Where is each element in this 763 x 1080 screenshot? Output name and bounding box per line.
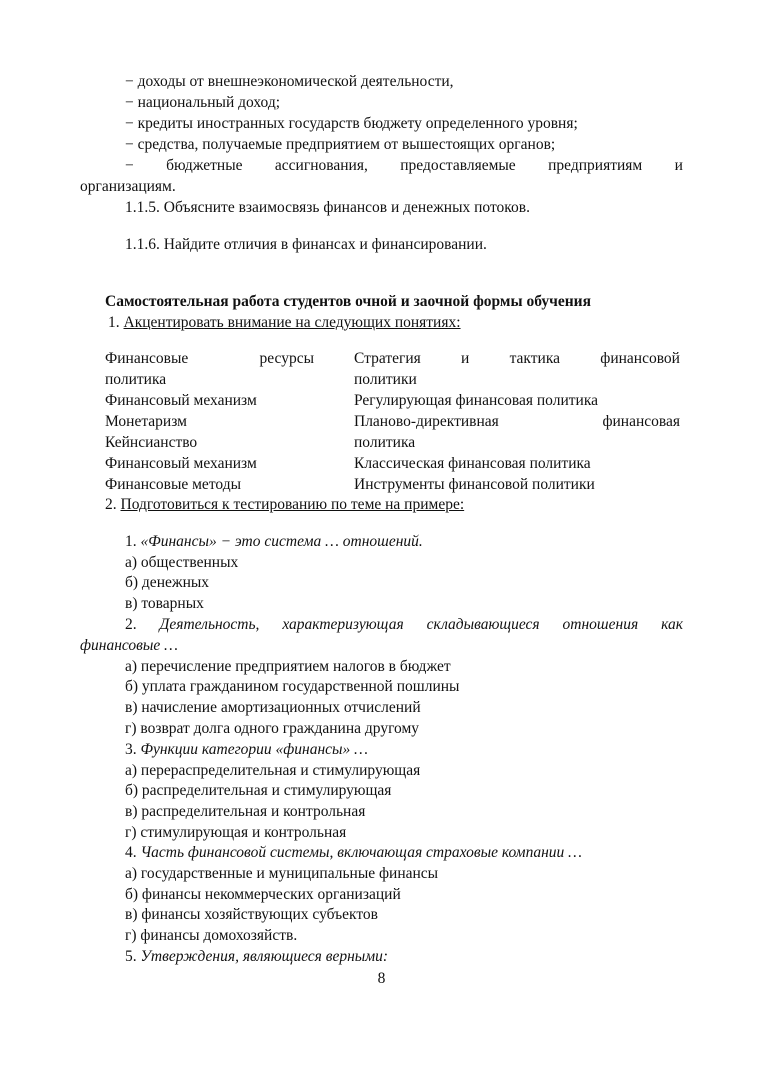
bullet-item-justified: − бюджетные ассигнования, предоставляемые предприятиям и xyxy=(125,157,683,174)
concept-left-2: политика xyxy=(105,371,167,388)
concept-left-6: Финансовый механизм xyxy=(105,455,257,472)
concept-left-1: Финансовые ресурсы xyxy=(105,350,314,367)
concept-left-7: Финансовые методы xyxy=(105,476,241,493)
concept-right-5: политика xyxy=(354,434,416,451)
answer-option: а) общественных xyxy=(125,554,239,571)
test-question-2-continuation: финансовые … xyxy=(80,637,178,654)
concept-right-3: Регулирующая финансовая политика xyxy=(354,392,598,409)
answer-option: б) распределительная и стимулирующая xyxy=(125,782,392,799)
answer-option: в) финансы хозяйствующих субъектов xyxy=(125,906,378,923)
answer-option: б) денежных xyxy=(125,574,210,591)
section-title: Самостоятельная работа студентов очной и заочной формы обучения xyxy=(105,293,591,310)
concept-left-5: Кейнсианство xyxy=(105,434,198,451)
bullet-item: − кредиты иностранных государств бюджету определенного уровня; xyxy=(125,115,578,132)
answer-option: г) финансы домохозяйств. xyxy=(125,927,298,944)
answer-option: а) перечисление предприятием налогов в бюджет xyxy=(125,658,451,675)
answer-option: в) начисление амортизационных отчислений xyxy=(125,699,421,716)
test-question-5: 5. Утверждения, являющиеся верными: xyxy=(125,948,389,965)
answer-option: в) товарных xyxy=(125,595,204,612)
test-question-2: 2. Деятельность, характеризующая складывающиеся отношения как xyxy=(125,616,683,633)
concept-left-4: Монетаризм xyxy=(105,413,187,430)
test-question-4: 4. Часть финансовой системы, включающая страховые компании … xyxy=(125,844,582,861)
concept-right-2: политики xyxy=(354,371,417,388)
answer-option: б) финансы некоммерческих организаций xyxy=(125,886,401,903)
bullet-item: − доходы от внешнеэкономической деятельности, xyxy=(125,73,454,90)
test-question-3: 3. Функции категории «финансы» … xyxy=(125,741,368,758)
concept-right-7: Инструменты финансовой политики xyxy=(354,476,595,493)
bullet-item: − национальный доход; xyxy=(125,94,281,111)
question-116: 1.1.6. Найдите отличия в финансах и финансировании. xyxy=(125,236,487,253)
question-115: 1.1.5. Объясните взаимосвязь финансов и денежных потоков. xyxy=(125,199,530,216)
concept-left-3: Финансовый механизм xyxy=(105,392,257,409)
answer-option: в) распределительная и контрольная xyxy=(125,803,366,820)
answer-option: б) уплата гражданином государственной пошлины xyxy=(125,678,460,695)
answer-option: а) государственные и муниципальные финансы xyxy=(125,865,439,882)
bullet-continuation: организациям. xyxy=(80,178,176,195)
answer-option: г) стимулирующая и контрольная xyxy=(125,824,347,841)
answer-option: а) перераспределительная и стимулирующая xyxy=(125,762,421,779)
bullet-item: − средства, получаемые предприятием от вышестоящих органов; xyxy=(125,136,556,153)
page-number: 8 xyxy=(377,970,386,987)
concept-right-4: Планово-директивная финансовая xyxy=(354,413,680,430)
task-2: 2. Подготовиться к тестированию по теме на примере: xyxy=(105,496,465,513)
test-question-1: 1. «Финансы» − это система … отношений. xyxy=(125,533,423,550)
concept-right-1: Стратегия и тактика финансовой xyxy=(354,350,680,367)
task-1: 1. Акцентировать внимание на следующих понятиях: xyxy=(108,314,461,331)
answer-option: г) возврат долга одного гражданина другому xyxy=(125,720,420,737)
concept-right-6: Классическая финансовая политика xyxy=(354,455,591,472)
